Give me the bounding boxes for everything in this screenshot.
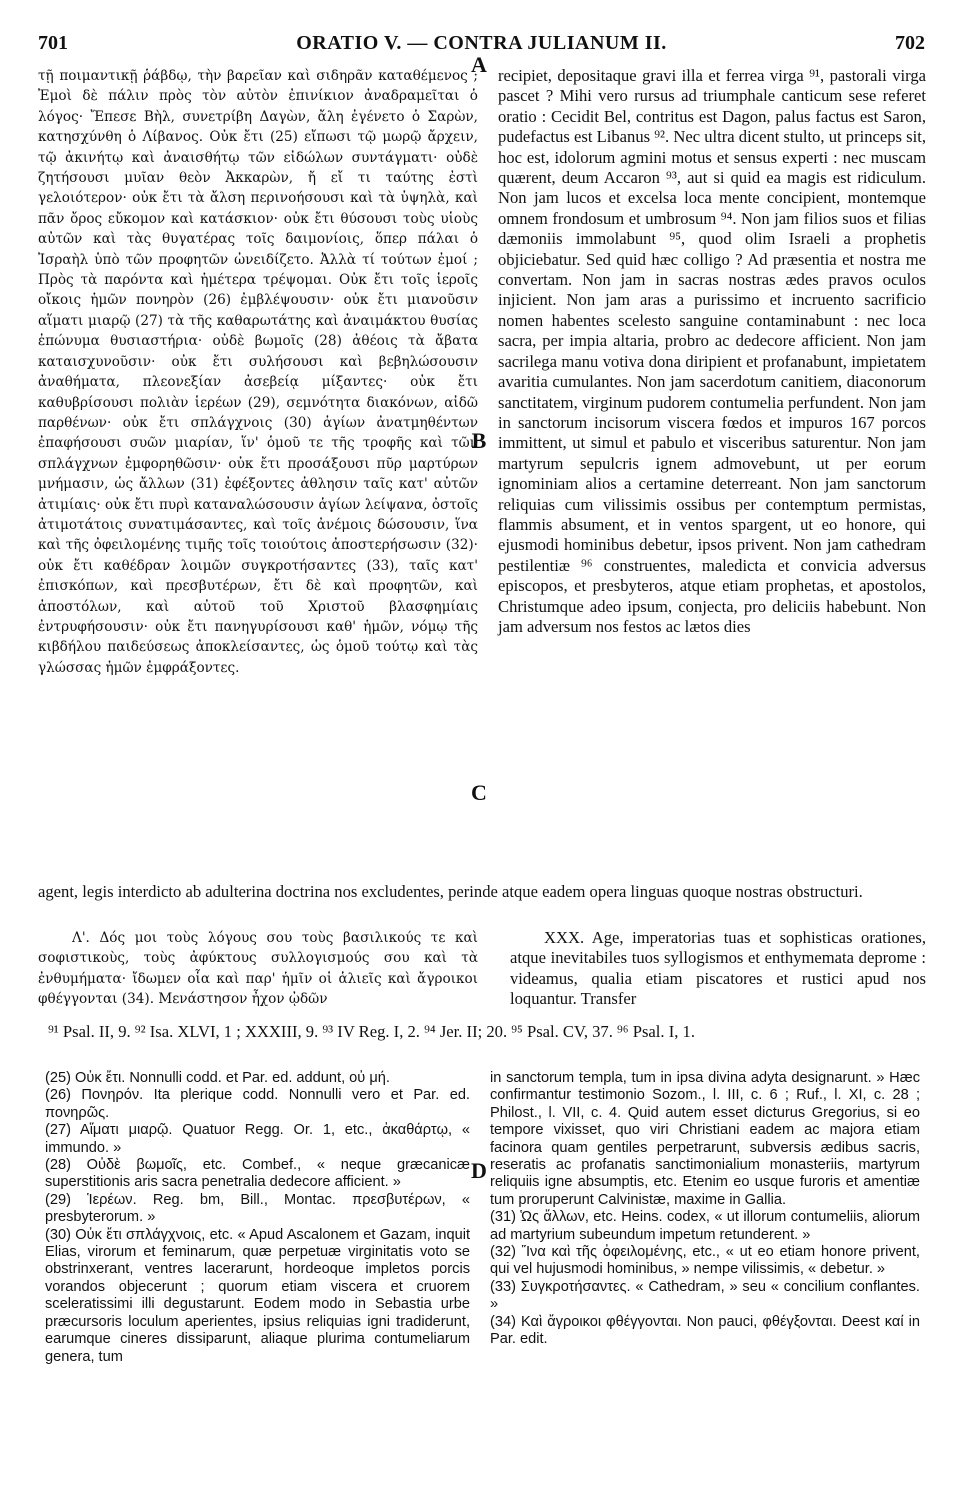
- footnote: (28) Οὐδὲ βωμοῖς, etc. Combef., « neque græcanicæ superstitionis aris sacra penetralia dedecore afficient. »: [45, 1157, 470, 1191]
- running-title: ORATIO V. — CONTRA JULIANUM II.: [296, 32, 667, 54]
- footnote: in sanctorum templa, tum in ipsa divina adyta designarunt. » Hæc confirmantur testimonio Sozom., l. III, c. 6 ; Ruf., l. XI, c. 28 ; Philost., l. VII, c. 4. Quid autem esset dicturus Gregorius, si eo tempore vixisset, quo viri Christiani eadem ac majora etiam facinora quam gentiles perpetrarunt, subversis ædibus sacris, reseratis ac profanatis sanctimonialium monasteriis, martyrum reliquiis igne absumptis, etc. Etenim eo usque furoris et amentiæ tum proruperunt Calvinistæ, maxime in Gallia.: [490, 1070, 920, 1208]
- latin-text-column: recipiet, depositaque gravi illa et ferrea virga ⁹¹, pastorali virga pascet ? Mihi vero rursus ad triumphale canticum sese referet oratio : Cecidit Bel, contritus est Dagon, palus factus est Saron, pudefactus est Libanus ⁹². Nec ultra dicent stulto, ut princeps sit, hoc est, idolorum agmini motus et sensus experti : nec muscam quærent, deum Accaron ⁹³, aut si quid ea magis est ridiculum. Non jam lucos et excelsa loca mente concipient, montemque omnem frondosum et umbrosum ⁹⁴. Non jam filios suos et filias dæmoniis immolabunt ⁹⁵, quod olim Israeli a prophetis objiciebatur. Sed quid hæc colligo ? Ad præsentia et nostra me convertam. Non jam in sacras nostras ædes pravos oculos injicient. Non jam aras a purissimo et incruento sacrificio nomen habentes scelesto sanguine contaminabunt : nec loca sacra, per impia altaria, probro ac dedecore afficient. Non jam sacrilega manu votiva dona diripient et profanabunt, impietatem avaritia cumulantes. Non jam sacerdotum canitiem, diaconorum sanctitatem, virginum pudorem contumelia perfundent. Non jam in sanctorum incisorum viscera fœdos et impuros 167 porcos immittent, ut simul et pabulo et visceribus saturentur. Non jam martyrum sepulcris ignem admovebunt, ut per eorum ignominiam alios a certamine deterreant. Non jam sanctorum reliquias cum vilissimis ossibus per contemptum permistas, flammis absument, et in ventos spargent, ut eo honore, qui ejusmodi hominibus debetur, ipsos privent. Non jam cathedram pestilentiæ ⁹⁶ construentes, maledicta et convicia adversus episcopos, et presbyteros, atque etiam prophetas, et apostolos, Christumque adeo ipsum, conjecta, pro deliciis habebunt. Non jam adversum nos festos ac lætos dies: [498, 66, 926, 636]
- section-marker-a: A: [471, 52, 487, 77]
- footnote: (31) Ὡς ἄλλων, etc. Heins. codex, « ut illorum contumeliis, aliorum ad martyrium subeundum impetum retunderent. »: [490, 1209, 920, 1243]
- latin-section-xxx: XXX. Age, imperatorias tuas et sophisticas orationes, atque inevitabiles tuos syllogismos et enthymemata depromе : videamus, qualia etiam piscatores et rustici apud nos loquantur. Transfer: [510, 928, 926, 1009]
- footnote: (26) Πονηρόν. Ita plerique codd. Nonnulli vero et Par. ed. πονηρῶς.: [45, 1087, 470, 1121]
- section-marker-c: C: [471, 780, 487, 805]
- footnote: (30) Οὐκ ἔτι σπλάγχνοις, etc. « Apud Ascalonem et Gazam, inquit Elias, virorum et feminarum, quæ perpetuæ virginitatis voto se obstrinxerant, ventres lacerarunt, hordeoque impletos porcis vorandos objecerunt ; quorum etiam viscera et cruorem sceleratissimi illi degustarunt. Eodem modo in Sebastia urbe præcursoris loculum aperientes, ipsius reliquias igni tradiderunt, earumque cineres dissiparunt, aliaque plurima contumeliarum genera, tum: [45, 1226, 470, 1365]
- scripture-references: ⁹¹ Psal. II, 9. ⁹² Isa. XLVI, 1 ; XXXIII, 9. ⁹³ IV Reg. I, 2. ⁹⁴ Jer. II; 20. ⁹⁵ Psal. CV, 37. ⁹⁶ Psal. I, 1.: [48, 1022, 695, 1041]
- footnote: (32) Ἵνα καὶ τῆς ὀφειλομένης, etc., « ut eo etiam honore privent, qui vel hujusmodi hominibus, » nempe vilissimis, « debetur. »: [490, 1244, 920, 1278]
- footnote: (29) Ἱερέων. Reg. bm, Bill., Montac. πρεσβυτέρων, « presbyterorum. »: [45, 1191, 470, 1226]
- footnote: (33) Συγκροτήσαντες. « Cathedram, » seu « concilium conflantes. »: [490, 1278, 920, 1313]
- page-number-left: 701: [38, 32, 68, 54]
- section-marker-d: D: [471, 1158, 487, 1183]
- section-marker-b: B: [471, 428, 487, 453]
- greek-section-xxx: Λ'. Δός μοι τοὺς λόγους σου τοὺς βασιλικούς τε καὶ σοφιστικοὺς, τοὺς ἀφύκτους συλλογισμούς σου καὶ τὰ ἐνθυμήματα· ἴδωμεν οἷα καὶ παρ' ἡμῖν οἱ ἁλιεῖς καὶ ἄγροικοι φθέγγονται (34). Μενάστησον ἦχον ᾠδῶν: [38, 930, 478, 1008]
- footnotes-left: [45, 1070, 470, 1366]
- footnote: (27) Αἵματι μιαρῷ. Quatuor Regg. Or. 1, etc., ἀκαθάρτῳ, « immundo. »: [45, 1122, 470, 1156]
- continuation-paragraph: agent, legis interdicto ab adulterina doctrina nos excludentes, perinde atque eadem opera linguas quoque nostras obstructuri.: [38, 882, 863, 901]
- footnotes-right: [490, 1070, 920, 1349]
- footnote: (34) Καὶ ἄγροικοι φθέγγονται. Non pauci, φθέγξονται. Deest καί in Par. edit.: [490, 1313, 920, 1348]
- page-number-right: 702: [895, 32, 925, 54]
- greek-text-column: τῇ ποιμαντικῇ ῥάβδῳ, τὴν βαρεῖαν καὶ σιδηρᾶν καταθέμενος ; Ἐμοὶ δὲ πάλιν πρὸς τὸν αὐτὸν ἐπινίκιον ἀναδραμεῖται ὁ λόγος· Ἔπεσε Βὴλ, συνετρίβη Δαγὼν, ἄλη ἐγένετο ὁ Σαρὼν, κατησχύνθη ὁ Λίβανος. Οὐκ ἔτι (25) εἴπωσι τῷ μωρῷ ἄρχειν, τῷ ἀκινήτῳ καὶ ἀναισθήτῳ τῶν εἰδώλων συντάγματι· οὐδὲ ζητήσουσι μυῖαν θεὸν Ἀκκαρὼν, ἤ εἴ τι ταύτης ἐστὶ γελοιότερον· οὐκ ἔτι τὰ ἄλση περινοήσουσι καὶ τὰ ὑψηλὰ, καὶ πᾶν ὄρος εὔκομον καὶ κατάσκιον· οὐκ ἔτι θύσουσι τοὺς υἱοὺς αὐτῶν καὶ τὰς θυγατέρας τοῖς δαιμονίοις, ὅπερ πάλαι ὁ Ἰσραὴλ ὑπὸ τῶν προφητῶν ὠνειδίζετο. Ἀλλὰ τί τούτων ἐμοί ; Πρὸς τὰ παρόντα καὶ ἡμέτερα τρέψομαι. Οὐκ ἔτι τοῖς ἱεροῖς οἴκοις ἡμῶν πονηρὸν (26) ἐμβλέψουσιν· οὐκ ἔτι μιανοῦσιν αἵματι μιαρῷ (27) τὰ τῆς καθαρωτάτης καὶ ἀναιμάκτου θυσίας ἐπώνυμα θυσιαστήρια· οὐδὲ βωμοῖς (28) ἀθέοις τὰ ἄβατα καταισχυνοῦσιν· οὐκ ἔτι συλήσουσι καὶ βεβηλώσουσιν ἀναθήματα, πλεονεξίαν ἀσεβείᾳ μίξαντες· οὐκ ἔτι καθυβρίσουσι πολιὰν ἱερέων (29), σεμνότητα διακόνων, αἰδῶ παρθένων· οὐκ ἔτι σπλάγχνοις (30) ἁγίων ἀνατμηθέντων ἐπαφήσουσι συῶν μιαρίαν, ἵν' ὁμοῦ τε τῆς τροφῆς καὶ τῶν σπλάγχνων ἐμφορηθῶσιν· οὐκ ἔτι προσάξουσι πῦρ μαρτύρων μνήμασιν, ὡς ἄλλων (31) ἐφέξοντες ἀθλησιν ταῖς κατ' αὐτῶν ἀτιμίαις· οὐκ ἔτι πυρὶ καταναλώσουσιν ἁγίων λείψανα, ὀστοῖς ἀτιμοτάτοις συνατιμάσαντες, καὶ τοῖς ἀνέμοις δώσουσιν, ἵνα καὶ τῆς ὀφειλομένης τιμῆς τοῖς τοιούτοις ἀποστερήσωσιν (32)· οὐκ ἔτι καθέδραν λοιμῶν συγκροτήσαντες (33), ταῖς κατ' ἐπισκόπων, καὶ πρεσβυτέρων, ἔτι δὲ καὶ προφητῶν, καὶ ἀποστόλων, καὶ αὐτοῦ τοῦ Χριστοῦ βλασφημίαις ἐντρυφήσουσιν· οὐκ ἔτι πανηγυρίσουσι καθ' ἡμῶν, νόμῳ τῆς κιβδήλου παιδεύσεως ἀποκλείσαντες, ὡς ὁμοῦ τούτῳ καὶ τὰς γλώσσας ἡμῶν ἐμφράξοντες.: [38, 68, 478, 676]
- footnote: (25) Οὐκ ἔτι. Nonnulli codd. et Par. ed. addunt, οὐ μή.: [45, 1070, 390, 1086]
